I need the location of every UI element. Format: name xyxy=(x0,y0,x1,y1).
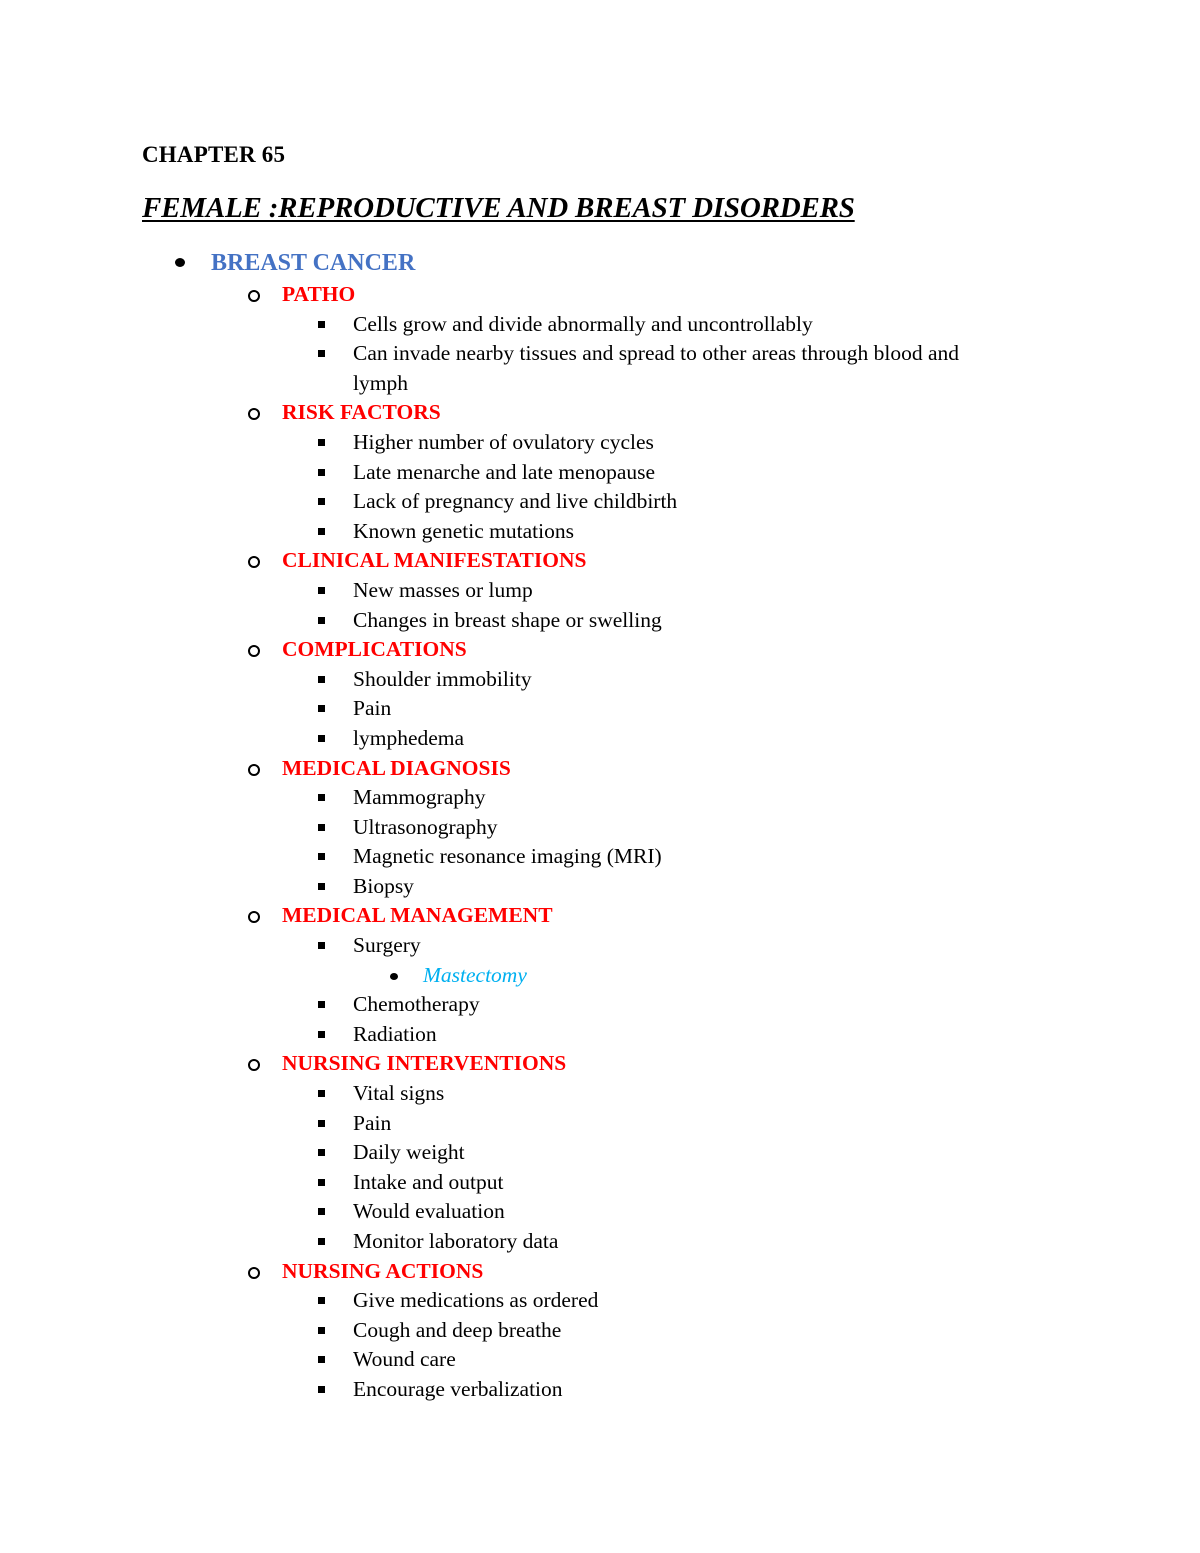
list-item xyxy=(0,694,1200,724)
list-item-text: Shoulder immobility xyxy=(353,666,532,691)
list-item xyxy=(0,1286,1200,1316)
list-item-text: Radiation xyxy=(353,1021,437,1046)
list-item xyxy=(0,931,1200,961)
list-item xyxy=(0,1079,1200,1109)
sub-list-item xyxy=(0,961,1200,991)
bullet-square-icon xyxy=(318,1297,325,1304)
list-item-text: Lack of pregnancy and live childbirth xyxy=(353,489,678,514)
list-item-text: Give medications as ordered xyxy=(353,1288,599,1313)
bullet-circle-icon xyxy=(248,1059,260,1071)
bullet-square-icon xyxy=(318,1386,325,1393)
bullet-disc-icon xyxy=(175,258,185,267)
bullet-square-icon xyxy=(318,1001,325,1008)
section-heading-clinical-manifestations: CLINICAL MANIFESTATIONS xyxy=(282,548,587,573)
section-heading-nursing-actions: NURSING ACTIONS xyxy=(282,1258,484,1283)
list-item xyxy=(0,1197,1200,1227)
list-item xyxy=(0,990,1200,1020)
section-heading-complications: COMPLICATIONS xyxy=(282,637,467,662)
bullet-square-icon xyxy=(318,1090,325,1097)
bullet-square-icon xyxy=(318,350,325,357)
list-item xyxy=(0,428,1200,458)
bullet-square-icon xyxy=(318,735,325,742)
list-item xyxy=(0,576,1200,606)
list-item-text: Magnetic resonance imaging (MRI) xyxy=(353,844,662,869)
list-item-text: Ultrasonography xyxy=(353,814,498,839)
section-heading-nursing-interventions: NURSING INTERVENTIONS xyxy=(282,1051,567,1076)
list-item xyxy=(0,310,1200,340)
section-row xyxy=(0,1257,1200,1287)
list-item xyxy=(0,1020,1200,1050)
list-item xyxy=(0,1345,1200,1375)
list-item-text: lymph xyxy=(353,370,408,395)
bullet-square-icon xyxy=(318,853,325,860)
bullet-square-icon xyxy=(318,1356,325,1363)
section-heading-medical-diagnosis: MEDICAL DIAGNOSIS xyxy=(282,755,511,780)
bullet-square-icon xyxy=(318,1179,325,1186)
outline-list xyxy=(0,246,1200,1405)
list-item xyxy=(0,339,1200,369)
list-item xyxy=(0,487,1200,517)
list-item xyxy=(0,813,1200,843)
bullet-square-icon xyxy=(318,439,325,446)
list-item xyxy=(0,606,1200,636)
bullet-square-icon xyxy=(318,1120,325,1127)
list-item-text: Encourage verbalization xyxy=(353,1376,563,1401)
section-heading-patho: PATHO xyxy=(282,282,356,306)
list-item xyxy=(0,665,1200,695)
bullet-circle-icon xyxy=(248,645,260,657)
list-item xyxy=(0,1168,1200,1198)
topic-heading: BREAST CANCER xyxy=(211,250,416,276)
bullet-square-icon xyxy=(318,676,325,683)
section-heading-risk-factors: RISK FACTORS xyxy=(282,400,441,425)
list-item xyxy=(0,872,1200,902)
list-item xyxy=(0,517,1200,547)
bullet-square-icon xyxy=(318,1208,325,1215)
sub-list-item-text: Mastectomy xyxy=(423,962,527,987)
list-item-text: Wound care xyxy=(353,1347,456,1372)
bullet-square-icon xyxy=(318,1031,325,1038)
list-item xyxy=(0,783,1200,813)
bullet-square-icon xyxy=(318,321,325,328)
bullet-square-icon xyxy=(318,1238,325,1245)
bullet-square-icon xyxy=(318,794,325,801)
list-item xyxy=(0,724,1200,754)
section-row xyxy=(0,901,1200,931)
bullet-square-icon xyxy=(318,498,325,505)
bullet-square-icon xyxy=(318,587,325,594)
list-item xyxy=(0,1138,1200,1168)
list-item xyxy=(0,1375,1200,1405)
list-item-text: Chemotherapy xyxy=(353,992,480,1017)
chapter-heading: CHAPTER 65 xyxy=(142,142,286,167)
list-item-text: Higher number of ovulatory cycles xyxy=(353,429,654,454)
bullet-square-icon xyxy=(318,705,325,712)
list-item xyxy=(0,458,1200,488)
list-item-text: Intake and output xyxy=(353,1169,504,1194)
list-item-text: Pain xyxy=(353,696,392,721)
section-row xyxy=(0,1049,1200,1079)
section-row xyxy=(0,546,1200,576)
bullet-square-icon xyxy=(318,1327,325,1334)
list-item-text: Known genetic mutations xyxy=(353,518,574,543)
section-row xyxy=(0,754,1200,784)
bullet-square-icon xyxy=(318,1149,325,1156)
bullet-disc-icon xyxy=(390,973,398,980)
list-item-text: Biopsy xyxy=(353,873,414,898)
list-item-text: Cells grow and divide abnormally and uncontrollably xyxy=(353,311,813,336)
list-item-continuation xyxy=(0,369,1200,399)
bullet-square-icon xyxy=(318,469,325,476)
bullet-square-icon xyxy=(318,528,325,535)
list-item-text: Vital signs xyxy=(353,1081,445,1106)
bullet-circle-icon xyxy=(248,1267,260,1279)
list-item-text: Would evaluation xyxy=(353,1199,505,1224)
bullet-square-icon xyxy=(318,883,325,890)
section-row xyxy=(0,398,1200,428)
list-item-text: Can invade nearby tissues and spread to other areas through blood and xyxy=(353,341,960,366)
list-item-text: lymphedema xyxy=(353,725,465,750)
bullet-square-icon xyxy=(318,617,325,624)
topic-row xyxy=(0,246,1200,280)
bullet-square-icon xyxy=(318,824,325,831)
bullet-square-icon xyxy=(318,942,325,949)
bullet-circle-icon xyxy=(248,290,260,302)
list-item-text: Pain xyxy=(353,1110,392,1135)
bullet-circle-icon xyxy=(248,911,260,923)
list-item-text: Daily weight xyxy=(353,1140,465,1165)
list-item-text: Mammography xyxy=(353,785,486,810)
list-item xyxy=(0,1109,1200,1139)
section-heading-medical-management: MEDICAL MANAGEMENT xyxy=(282,903,553,928)
list-item-text: Monitor laboratory data xyxy=(353,1229,559,1253)
document-title: FEMALE :REPRODUCTIVE AND BREAST DISORDERS xyxy=(142,192,855,224)
list-item-text: Late menarche and late menopause xyxy=(353,459,656,484)
list-item-text: New masses or lump xyxy=(353,577,533,602)
bullet-circle-icon xyxy=(248,764,260,776)
list-item-text: Surgery xyxy=(353,933,421,958)
bullet-circle-icon xyxy=(248,556,260,568)
list-item xyxy=(0,842,1200,872)
list-item-text: Changes in breast shape or swelling xyxy=(353,607,662,632)
section-row xyxy=(0,635,1200,665)
list-item xyxy=(0,1227,1200,1257)
section-row xyxy=(0,280,1200,310)
bullet-circle-icon xyxy=(248,408,260,420)
list-item xyxy=(0,1316,1200,1346)
list-item-text: Cough and deep breathe xyxy=(353,1317,562,1342)
